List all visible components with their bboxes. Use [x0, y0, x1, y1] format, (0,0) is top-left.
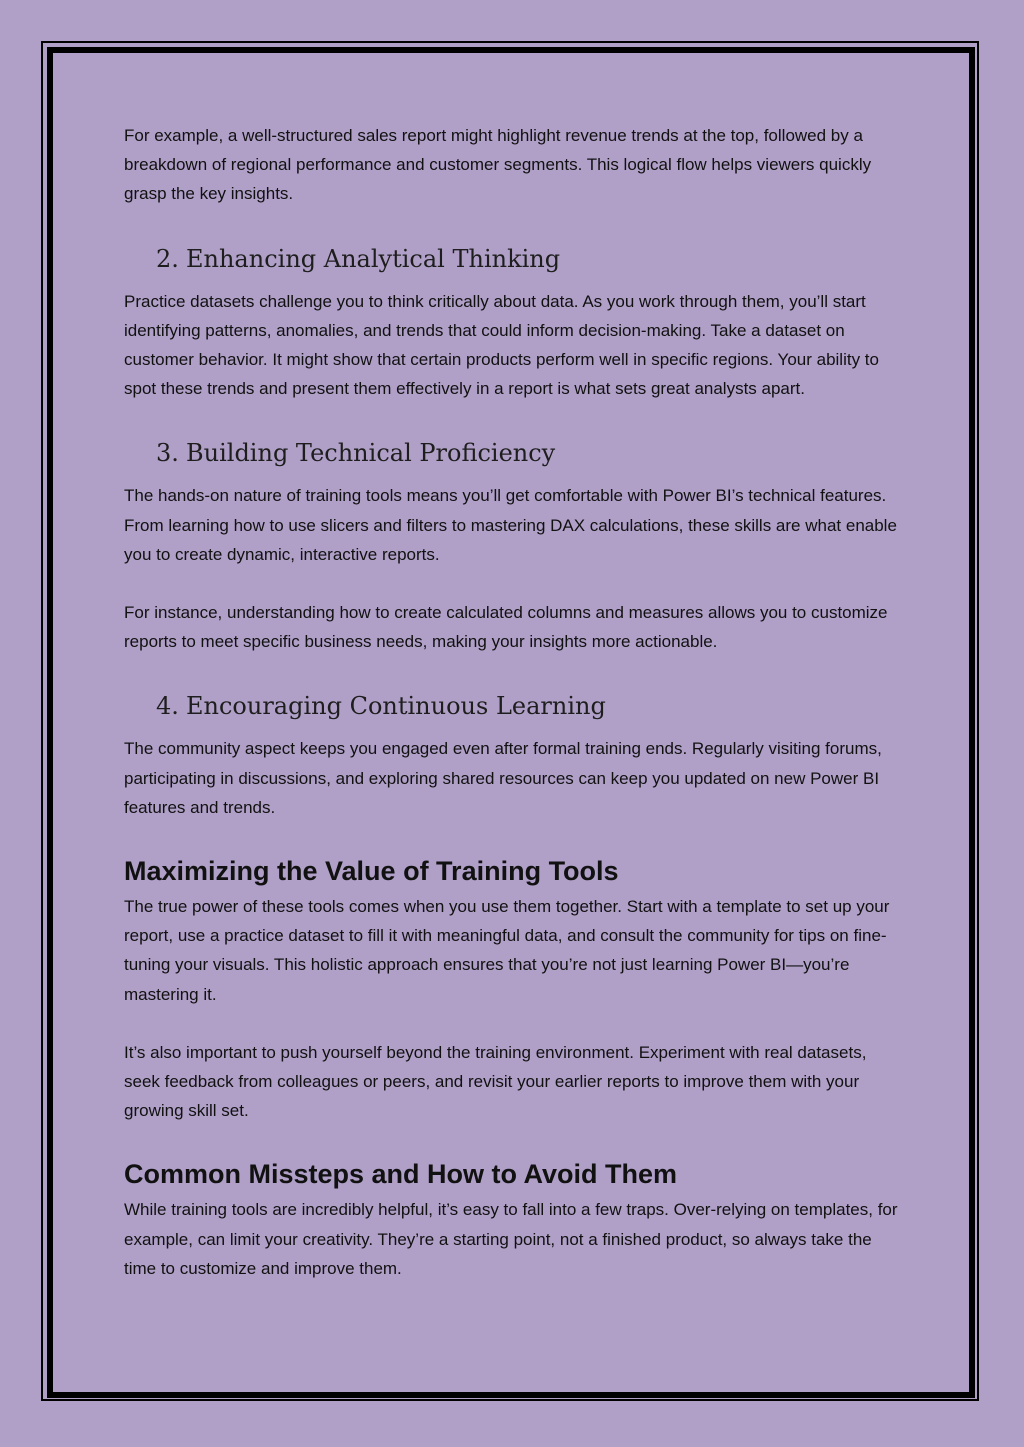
missteps-heading: Common Missteps and How to Avoid Them — [124, 1159, 678, 1190]
section-3-paragraph-1: The hands-on nature of training tools means you’ll get comfortable with Power BI’s technical features. From learning how to use slicers and filters to mastering DAX calculations, these skills are what enable you to create dynamic, interactive reports. — [124, 486, 897, 564]
section-2-heading — [124, 244, 904, 274]
section-4-heading — [124, 691, 904, 721]
intro-paragraph: For example, a well-structured sales report might highlight revenue trends at the top, followed by a breakdown of regional performance and customer segments. This logical flow helps viewers quickly grasp the key insights. — [124, 126, 872, 204]
maximizing-heading: Maximizing the Value of Training Tools — [124, 856, 619, 887]
maximizing-paragraph-2: It’s also important to push yourself beyond the training environment. Experiment with real datasets, seek feedback from colleagues or peers, and revisit your earlier reports to improve them with your growing skill set. — [124, 1042, 867, 1121]
section-3-title: Building Technical Proficiency — [186, 439, 556, 468]
section-4-paragraph-1: The community aspect keeps you engaged even after formal training ends. Regularly visiting forums, participating in discussions, and exploring shared resources can keep you updated on new Power BI features and trends. — [124, 739, 882, 817]
section-3-paragraph-2: For instance, understanding how to create calculated columns and measures allows you to customize reports to meet specific business needs, making your insights more actionable. — [124, 603, 888, 652]
section-2-number: 2. — [156, 244, 179, 273]
section-4-title: Encouraging Continuous Learning — [186, 692, 606, 721]
section-2-title: Enhancing Analytical Thinking — [186, 244, 561, 273]
section-3-number: 3. — [156, 439, 179, 468]
document-body — [124, 121, 904, 1283]
section-4-number: 4. — [156, 692, 179, 721]
missteps-paragraph-1: While training tools are incredibly helpful, it’s easy to fall into a few traps. Over-relying on templates, for example, can limit your creativity. They’re a starting point, not a finished product, so always take the time to customize and improve them. — [124, 1200, 898, 1278]
maximizing-paragraph-1: The true power of these tools comes when you use them together. Start with a template to set up your report, use a practice dataset to fill it with meaningful data, and consult the community for tips on fine-tuning your visuals. This holistic approach ensures that you’re not just learning Power BI—you’re mastering it. — [124, 897, 890, 1004]
section-3-heading — [124, 438, 904, 468]
section-2-paragraph-1: Practice datasets challenge you to think critically about data. As you work through them, you’ll start identifying patterns, anomalies, and trends that could inform decision-making. Take a dataset on customer behavior. It might show that certain products perform well in specific regions. Your ability to spot these trends and present them effectively in a report is what sets great analysts apart. — [124, 291, 879, 399]
